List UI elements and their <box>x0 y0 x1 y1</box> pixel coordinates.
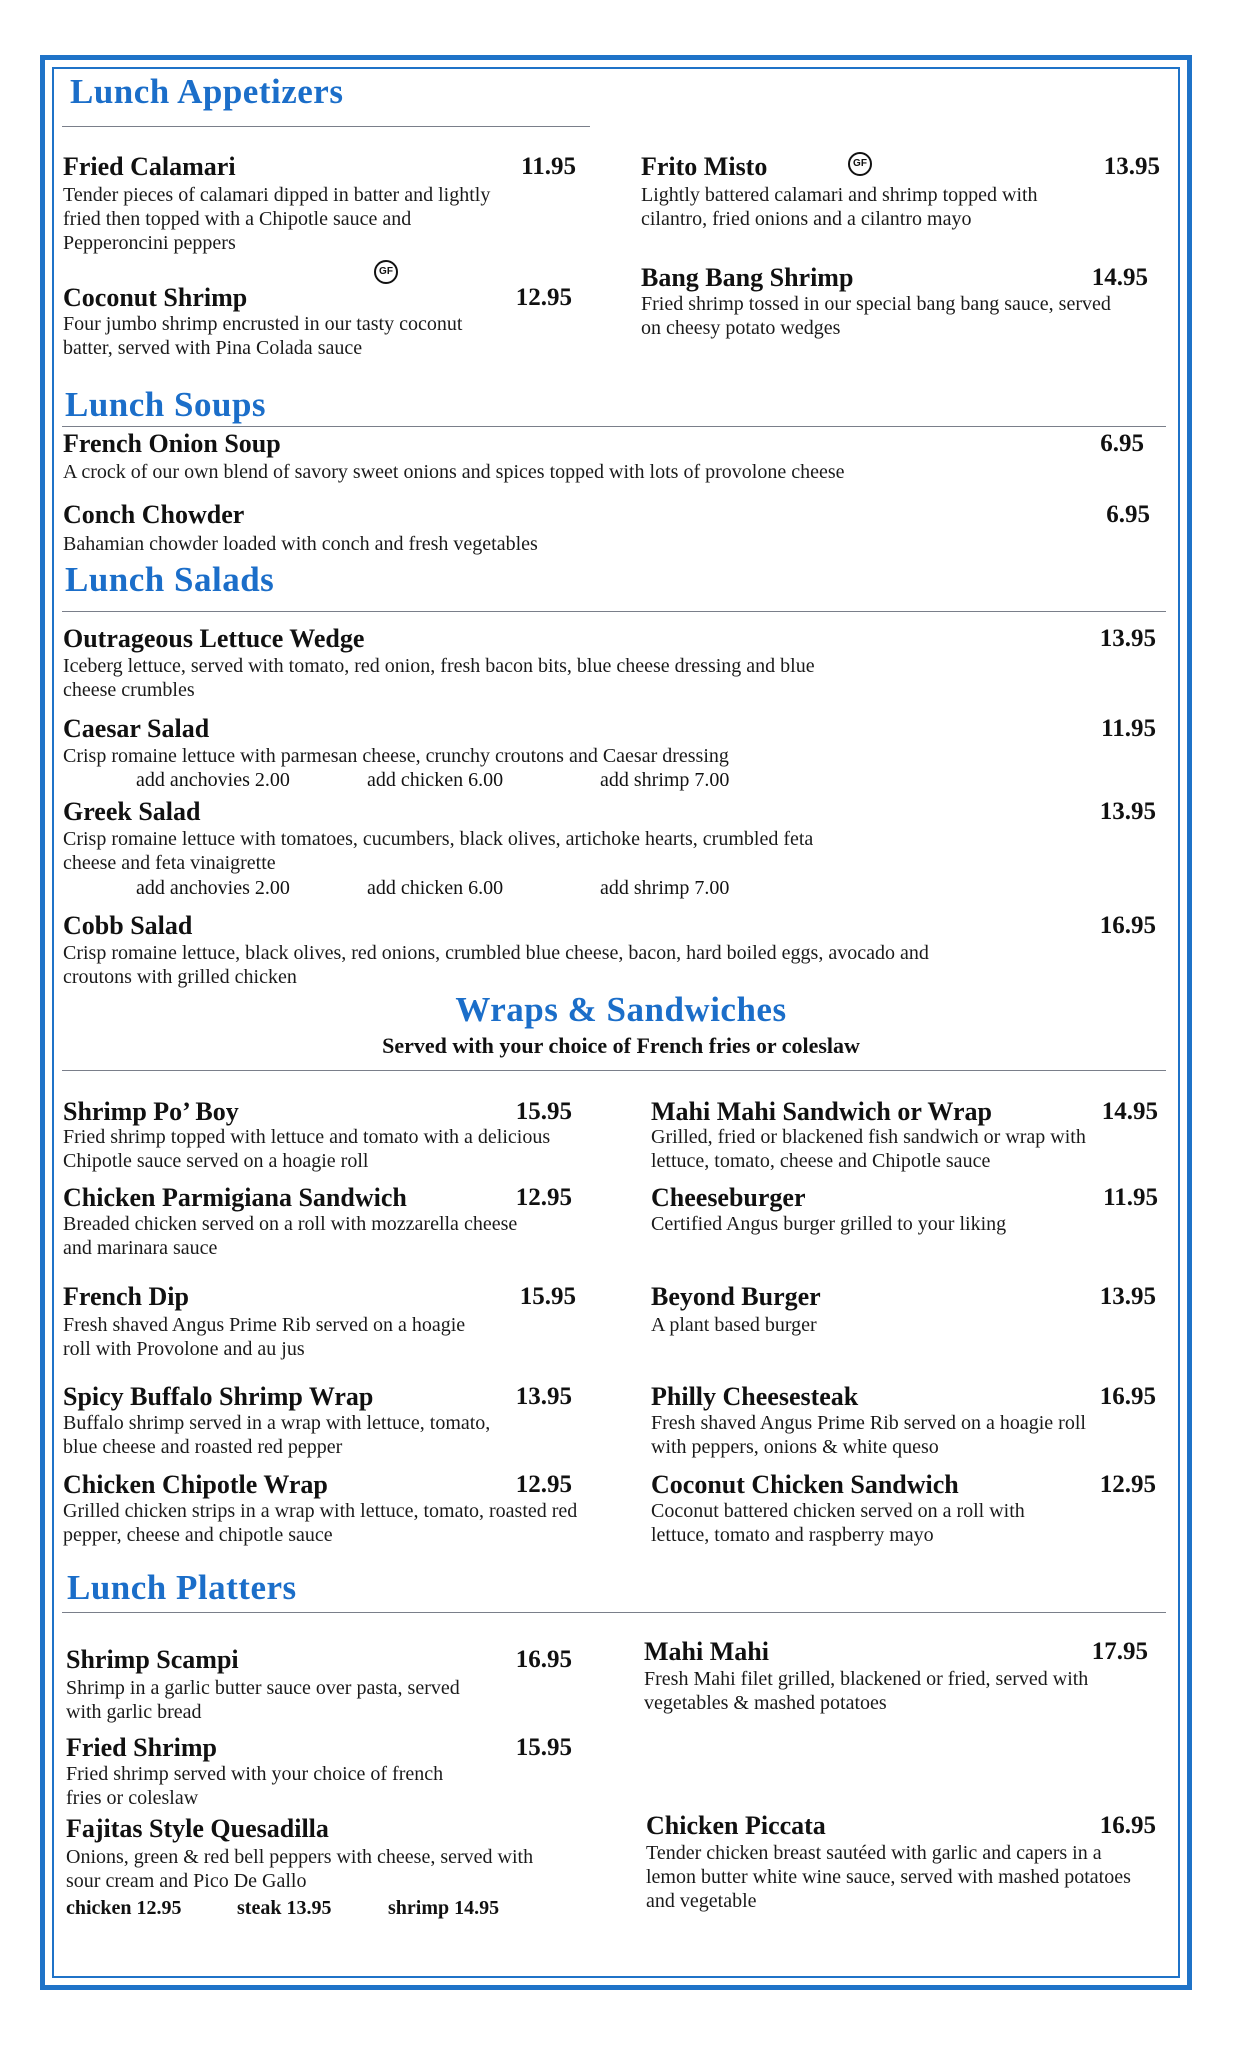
menu-item-name: Outrageous Lettuce Wedge <box>63 624 365 653</box>
menu-item-description: Coconut battered chicken served on a roll with lettuce, tomato and raspberry mayo <box>651 1500 1025 1546</box>
menu-item-price: 13.95 <box>1103 153 1160 180</box>
menu-item-description: Breaded chicken served on a roll with mozzarella cheese and marinara sauce <box>63 1213 518 1259</box>
menu-item-price: 16.95 <box>1099 1383 1156 1410</box>
salad-addon: add chicken 6.00 <box>367 769 504 791</box>
salad-addon: add shrimp 7.00 <box>600 877 730 899</box>
menu-item-description: Fried shrimp tossed in our special bang bang sauce, served on cheesy potato wedges <box>641 293 1111 339</box>
menu-item-price: 11.95 <box>1103 1184 1158 1211</box>
quesadilla-option: shrimp 14.95 <box>388 1897 500 1919</box>
salad-addon: add chicken 6.00 <box>367 877 504 899</box>
menu-item-price: 16.95 <box>515 1646 572 1673</box>
menu-item-description: Fresh shaved Angus Prime Rib served on a hoagie roll with Provolone and au jus <box>63 1314 466 1360</box>
menu-item-price: 12.95 <box>1099 1471 1156 1498</box>
menu-item-description: Shrimp in a garlic butter sauce over pasta, served with garlic bread <box>66 1677 460 1723</box>
menu-item-name: French Onion Soup <box>63 429 281 458</box>
menu-item-name: Shrimp Po’ Boy <box>63 1097 239 1126</box>
quesadilla-option: chicken 12.95 <box>66 1897 182 1919</box>
menu-item-name: Fried Calamari <box>63 152 236 181</box>
section-title-wraps: Wraps & Sandwiches <box>455 990 787 1029</box>
menu-item-name: Chicken Chipotle Wrap <box>63 1470 328 1499</box>
menu-item-name: Cheeseburger <box>651 1183 806 1212</box>
menu-item-description: Fried shrimp topped with lettuce and tomato with a delicious Chipotle sauce served on a hoagie roll <box>63 1126 551 1172</box>
menu-item-price: 13.95 <box>1099 798 1156 825</box>
menu-item-description: Onions, green & red bell peppers with cheese, served with sour cream and Pico De Gallo <box>66 1846 534 1892</box>
menu-item-name: Fried Shrimp <box>66 1733 217 1762</box>
gluten-free-icon: GF <box>848 152 872 176</box>
menu-item-price: 14.95 <box>1101 1098 1158 1125</box>
section-subtitle: Served with your choice of French fries or coleslaw <box>382 1033 860 1058</box>
section-title-soups: Lunch Soups <box>65 385 267 424</box>
menu-item-description: A crock of our own blend of savory sweet onions and spices topped with lots of provolone cheese <box>63 461 845 483</box>
menu-item-description: Grilled chicken strips in a wrap with lettuce, tomato, roasted red pepper, cheese and chipotle sauce <box>63 1500 578 1546</box>
menu-item-description: Crisp romaine lettuce with tomatoes, cucumbers, black olives, artichoke hearts, crumbled feta cheese and feta vinaigrette <box>63 828 814 874</box>
menu-item-description: Lightly battered calamari and shrimp topped with cilantro, fried onions and a cilantro mayo <box>641 184 1038 230</box>
menu-item-name: Chicken Parmigiana Sandwich <box>63 1183 407 1212</box>
menu-item-price: 6.95 <box>1106 501 1150 528</box>
menu-item-name: Shrimp Scampi <box>66 1645 239 1674</box>
menu-item-price: 16.95 <box>1099 912 1156 939</box>
menu-item-name: Bang Bang Shrimp <box>641 263 854 292</box>
menu-item-name: Coconut Chicken Sandwich <box>651 1470 959 1499</box>
section-divider <box>62 126 590 127</box>
menu-item-price: 11.95 <box>521 153 576 180</box>
menu-item-price: 12.95 <box>515 1471 572 1498</box>
section-title-salads: Lunch Salads <box>65 560 275 599</box>
menu-item-name: Philly Cheesesteak <box>651 1382 859 1411</box>
menu-item-name: Chicken Piccata <box>646 1811 826 1840</box>
menu-item-description: Iceberg lettuce, served with tomato, red onion, fresh bacon bits, blue cheese dressing and blue cheese crumbles <box>63 655 815 701</box>
menu-item-name: Spicy Buffalo Shrimp Wrap <box>63 1382 374 1411</box>
menu-item-name: Greek Salad <box>63 797 201 826</box>
salad-addon: add anchovies 2.00 <box>136 769 290 791</box>
menu-item-description: Fried shrimp served with your choice of french fries or coleslaw <box>66 1763 444 1809</box>
menu-item-price: 13.95 <box>1099 1283 1156 1310</box>
menu-item-price: 12.95 <box>515 284 572 311</box>
menu-item-name: Coconut Shrimp <box>63 283 248 312</box>
menu-item-price: 11.95 <box>1101 715 1156 742</box>
menu-item-description: Buffalo shrimp served in a wrap with lettuce, tomato, blue cheese and roasted red pepper <box>63 1412 491 1458</box>
menu-item-price: 15.95 <box>515 1098 572 1125</box>
salad-addon: add shrimp 7.00 <box>600 769 730 791</box>
section-divider <box>62 1612 1166 1613</box>
menu-item-price: 16.95 <box>1099 1812 1156 1839</box>
menu-item-name: Frito Misto <box>641 152 768 181</box>
salad-addon: add anchovies 2.00 <box>136 877 290 899</box>
menu-item-description: Crisp romaine lettuce with parmesan cheese, crunchy croutons and Caesar dressing <box>63 745 729 767</box>
section-divider <box>62 1070 1166 1071</box>
menu-item-name: Mahi Mahi Sandwich or Wrap <box>651 1097 992 1126</box>
menu-item-price: 15.95 <box>519 1283 576 1310</box>
menu-item-price: 12.95 <box>515 1184 572 1211</box>
menu-item-name: Beyond Burger <box>651 1282 821 1311</box>
menu-item-description: Fresh shaved Angus Prime Rib served on a hoagie roll with peppers, onions & white queso <box>651 1412 1086 1458</box>
menu-item-price: 13.95 <box>1099 625 1156 652</box>
section-divider <box>62 426 1166 427</box>
menu-item-description: Fresh Mahi filet grilled, blackened or fried, served with vegetables & mashed potatoes <box>644 1668 1089 1714</box>
menu-item-description: Grilled, fried or blackened fish sandwich or wrap with lettuce, tomato, cheese and Chipotle sauce <box>651 1126 1086 1172</box>
section-divider <box>62 611 1166 612</box>
menu-item-price: 13.95 <box>515 1383 572 1410</box>
menu-item-description: Bahamian chowder loaded with conch and fresh vegetables <box>63 533 538 555</box>
menu-item-description: Tender chicken breast sautéed with garlic and capers in a lemon butter white wine sauce, served with mashed potatoes and vegetable <box>646 1842 1131 1912</box>
gluten-free-icon: GF <box>374 260 398 284</box>
menu-item-name: Cobb Salad <box>63 911 193 940</box>
menu-item-name: Conch Chowder <box>63 500 245 529</box>
section-title-appetizers: Lunch Appetizers <box>70 72 344 111</box>
menu-item-description: Tender pieces of calamari dipped in batter and lightly fried then topped with a Chipotle sauce and Pepperoncini peppers <box>63 184 491 254</box>
menu-item-name: French Dip <box>63 1282 189 1311</box>
menu-item-name: Fajitas Style Quesadilla <box>66 1814 329 1843</box>
menu-item-description: Crisp romaine lettuce, black olives, red onions, crumbled blue cheese, bacon, hard boiled eggs, avocado and croutons with grilled chicken <box>63 942 929 988</box>
menu-item-name: Mahi Mahi <box>644 1637 769 1666</box>
section-title-platters: Lunch Platters <box>67 1568 297 1607</box>
menu-item-description: Certified Angus burger grilled to your liking <box>651 1213 1007 1235</box>
menu-item-price: 14.95 <box>1091 264 1148 291</box>
menu-item-name: Caesar Salad <box>63 714 210 743</box>
menu-item-price: 17.95 <box>1091 1638 1148 1665</box>
quesadilla-option: steak 13.95 <box>237 1897 332 1919</box>
menu-item-description: Four jumbo shrimp encrusted in our tasty coconut batter, served with Pina Colada sauce <box>63 313 463 359</box>
menu-item-description: A plant based burger <box>651 1314 817 1336</box>
menu-item-price: 6.95 <box>1100 430 1144 457</box>
menu-item-price: 15.95 <box>515 1734 572 1761</box>
